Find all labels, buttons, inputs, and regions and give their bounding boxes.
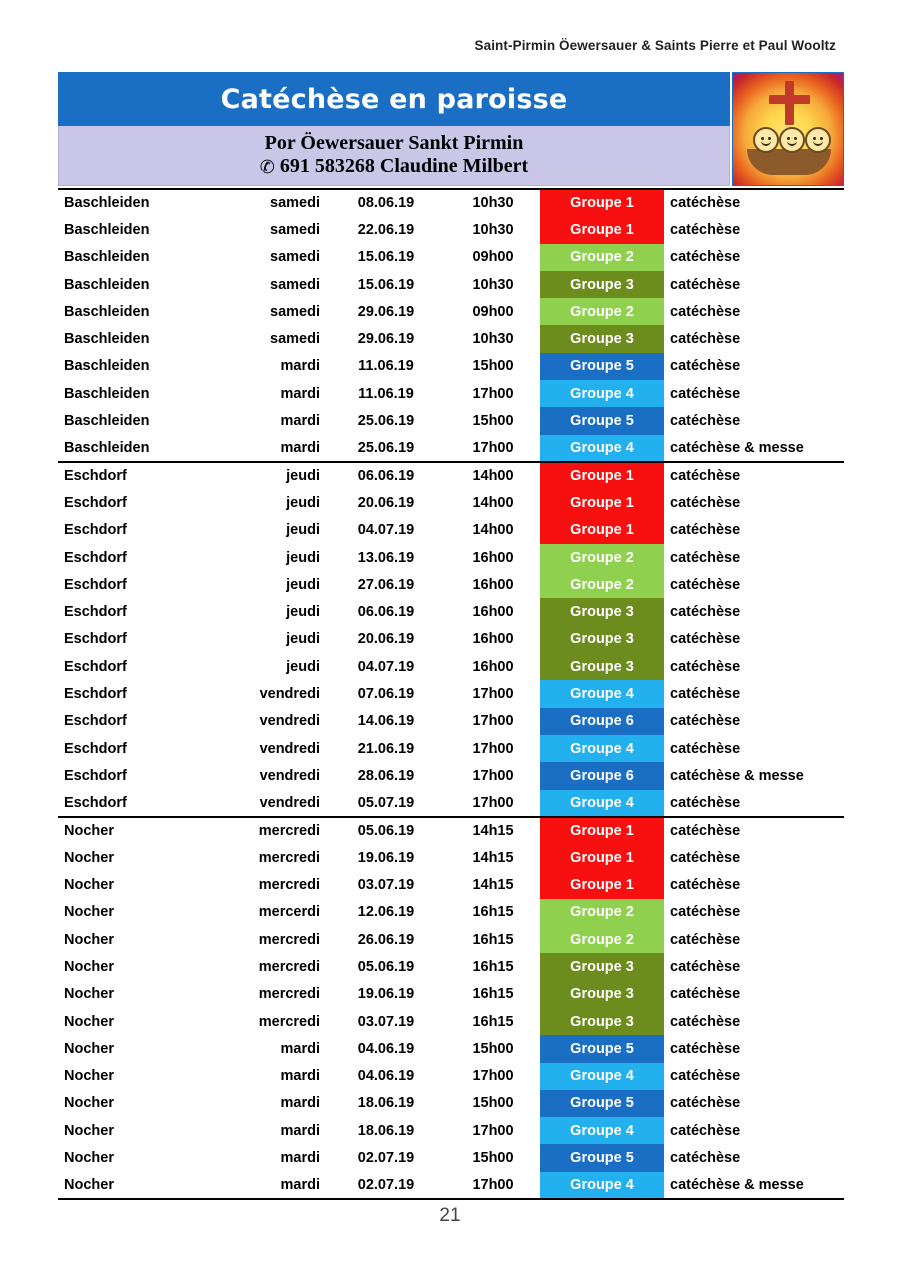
cell-time: 17h00 bbox=[472, 1068, 514, 1085]
phone-icon: ✆ bbox=[259, 157, 275, 179]
cell-place: Eschdorf bbox=[64, 631, 127, 648]
table-row bbox=[58, 790, 844, 817]
table-row bbox=[58, 462, 844, 489]
cell-time: 17h00 bbox=[472, 685, 514, 702]
cell-note: catéchèse bbox=[670, 794, 741, 811]
cell-time: 14h00 bbox=[472, 494, 514, 511]
cell-place: Baschleiden bbox=[64, 303, 150, 320]
cell-day: mercredi bbox=[206, 817, 326, 844]
cell-date: 18.06.19 bbox=[357, 1122, 415, 1139]
cell-time: 10h30 bbox=[472, 276, 514, 293]
cell-place: Nocher bbox=[64, 1150, 114, 1167]
catechesis-schedule-table bbox=[58, 188, 844, 1200]
cell-group-badge: Groupe 3 bbox=[540, 1008, 664, 1035]
cell-place: Nocher bbox=[64, 1122, 114, 1139]
cell-place: Eschdorf bbox=[64, 549, 127, 566]
cell-time: 16h00 bbox=[472, 576, 514, 593]
table-row bbox=[58, 708, 844, 735]
contact-line bbox=[260, 155, 528, 179]
cell-note: catéchèse bbox=[670, 1122, 741, 1139]
cell-date: 07.06.19 bbox=[357, 685, 415, 702]
table-row bbox=[58, 271, 844, 298]
cell-day: jeudi bbox=[206, 462, 326, 489]
cell-place: Baschleiden bbox=[64, 358, 150, 375]
cell-note: catéchèse bbox=[670, 713, 741, 730]
cell-note: catéchèse bbox=[670, 385, 741, 402]
cell-date: 13.06.19 bbox=[357, 549, 415, 566]
cell-day: mardi bbox=[280, 385, 320, 402]
table-row bbox=[58, 1063, 844, 1090]
cell-day: mercerdi bbox=[258, 904, 320, 921]
cell-day: jeudi bbox=[286, 604, 320, 621]
cell-date: 12.06.19 bbox=[357, 904, 415, 921]
table-row bbox=[58, 899, 844, 926]
cell-note: catéchèse bbox=[670, 685, 741, 702]
cell-group-badge: Groupe 4 bbox=[540, 435, 664, 462]
table-row bbox=[58, 598, 844, 625]
cell-place: Baschleiden bbox=[64, 385, 150, 402]
cell-date: 20.06.19 bbox=[357, 494, 415, 511]
cell-place: Eschdorf bbox=[64, 767, 127, 784]
table-row bbox=[58, 926, 844, 953]
cell-day: mercredi bbox=[258, 877, 320, 894]
cell-time: 10h30 bbox=[472, 221, 514, 238]
cell-group-badge: Groupe 5 bbox=[540, 1144, 664, 1171]
table-row bbox=[58, 817, 844, 844]
cell-time: 14h15 bbox=[472, 849, 514, 866]
cell-date: 03.07.19 bbox=[357, 1013, 415, 1030]
cell-group-badge: Groupe 1 bbox=[540, 871, 664, 898]
cell-group-badge: Groupe 1 bbox=[540, 189, 664, 216]
cell-group-badge: Groupe 2 bbox=[540, 544, 664, 571]
cell-group-badge: Groupe 5 bbox=[540, 407, 664, 434]
cell-group-badge: Groupe 5 bbox=[540, 1035, 664, 1062]
cell-day: jeudi bbox=[286, 522, 320, 539]
cell-date: 18.06.19 bbox=[357, 1095, 415, 1112]
cell-place: Eschdorf bbox=[58, 462, 206, 489]
cell-day: mardi bbox=[280, 1150, 320, 1167]
cell-time: 15h00 bbox=[472, 1150, 514, 1167]
cell-time: 17h00 bbox=[472, 385, 514, 402]
cell-day: mardi bbox=[280, 1122, 320, 1139]
cell-group-badge: Groupe 4 bbox=[540, 735, 664, 762]
cell-group-badge: Groupe 3 bbox=[540, 953, 664, 980]
child-face-icon bbox=[779, 127, 805, 153]
cell-day: mardi bbox=[280, 1068, 320, 1085]
cell-note: catéchèse bbox=[670, 849, 741, 866]
cell-place: Nocher bbox=[64, 1095, 114, 1112]
cell-group-badge: Groupe 4 bbox=[540, 1063, 664, 1090]
contact-text: 691 583268 Claudine Milbert bbox=[279, 155, 529, 178]
cell-day: samedi bbox=[270, 303, 320, 320]
header-block bbox=[58, 72, 844, 186]
cell-place: Baschleiden bbox=[64, 331, 150, 348]
table-row bbox=[58, 380, 844, 407]
cell-date: 20.06.19 bbox=[357, 631, 415, 648]
cell-day: mardi bbox=[280, 439, 320, 456]
child-face-icon bbox=[805, 127, 831, 153]
cell-day: jeudi bbox=[286, 658, 320, 675]
cell-time: 17h00 bbox=[472, 439, 514, 456]
cell-time: 14h00 bbox=[446, 462, 540, 489]
cell-date: 19.06.19 bbox=[357, 986, 415, 1003]
cell-date: 08.06.19 bbox=[326, 189, 446, 216]
cell-date: 28.06.19 bbox=[357, 767, 415, 784]
cell-note: catéchèse bbox=[670, 549, 741, 566]
page-content bbox=[58, 72, 844, 1200]
cell-day: samedi bbox=[270, 221, 320, 238]
cell-date: 05.07.19 bbox=[357, 794, 415, 811]
table-row bbox=[58, 353, 844, 380]
cell-note: catéchèse bbox=[670, 1013, 741, 1030]
cell-place: Baschleiden bbox=[64, 276, 150, 293]
cell-time: 16h00 bbox=[472, 604, 514, 621]
cell-day: jeudi bbox=[286, 494, 320, 511]
table-row bbox=[58, 680, 844, 707]
cell-day: mardi bbox=[280, 358, 320, 375]
cell-group-badge: Groupe 3 bbox=[540, 325, 664, 352]
table-body bbox=[58, 189, 844, 1199]
cell-place: Eschdorf bbox=[64, 522, 127, 539]
cell-group-badge: Groupe 2 bbox=[540, 571, 664, 598]
cell-date: 29.06.19 bbox=[357, 303, 415, 320]
cell-place: Eschdorf bbox=[64, 604, 127, 621]
page-number: 21 bbox=[439, 1205, 461, 1226]
table-row bbox=[58, 953, 844, 980]
cell-group-badge: Groupe 4 bbox=[540, 1172, 664, 1199]
cell-date: 03.07.19 bbox=[357, 877, 415, 894]
cell-day: mardi bbox=[206, 1172, 326, 1199]
cell-note: catéchèse & messe bbox=[670, 767, 804, 784]
cell-place: Baschleiden bbox=[64, 439, 150, 456]
parish-name: Por Öewersauer Sankt Pirmin bbox=[264, 132, 524, 155]
cell-place: Eschdorf bbox=[64, 740, 127, 757]
cell-day: vendredi bbox=[259, 794, 320, 811]
cell-date: 25.06.19 bbox=[357, 413, 415, 430]
cell-time: 15h00 bbox=[472, 1040, 514, 1057]
table-row bbox=[58, 489, 844, 516]
cell-time: 16h15 bbox=[472, 931, 514, 948]
cell-date: 06.06.19 bbox=[357, 604, 415, 621]
cell-note: catéchèse bbox=[670, 740, 741, 757]
cell-note: catéchèse bbox=[670, 958, 741, 975]
cell-time: 15h00 bbox=[472, 1095, 514, 1112]
table-row bbox=[58, 762, 844, 789]
table-row bbox=[58, 407, 844, 434]
subtitle-bar bbox=[58, 126, 730, 186]
cell-place: Nocher bbox=[64, 931, 114, 948]
cell-note: catéchèse bbox=[670, 1095, 741, 1112]
table-row bbox=[58, 517, 844, 544]
cell-date: 15.06.19 bbox=[357, 276, 415, 293]
cell-group-badge: Groupe 4 bbox=[540, 1117, 664, 1144]
table-row bbox=[58, 435, 844, 462]
cell-note: catéchèse bbox=[670, 249, 741, 266]
cell-note: catéchèse bbox=[670, 986, 741, 1003]
cell-place: Eschdorf bbox=[64, 494, 127, 511]
cell-time: 10h30 bbox=[472, 331, 514, 348]
cell-date: 04.06.19 bbox=[357, 1040, 415, 1057]
cell-date: 19.06.19 bbox=[357, 849, 415, 866]
cell-group-badge: Groupe 5 bbox=[540, 353, 664, 380]
cell-place: Nocher bbox=[64, 1013, 114, 1030]
cell-place: Nocher bbox=[58, 1172, 206, 1199]
cell-date: 05.06.19 bbox=[326, 817, 446, 844]
cell-date: 11.06.19 bbox=[358, 358, 414, 375]
cell-day: samedi bbox=[270, 331, 320, 348]
table-row bbox=[58, 735, 844, 762]
cell-group-badge: Groupe 3 bbox=[540, 598, 664, 625]
cell-day: jeudi bbox=[286, 631, 320, 648]
cell-note: catéchèse bbox=[670, 631, 741, 648]
cell-day: mercredi bbox=[258, 849, 320, 866]
cell-group-badge: Groupe 2 bbox=[540, 298, 664, 325]
cell-time: 16h00 bbox=[472, 658, 514, 675]
cell-place: Nocher bbox=[58, 817, 206, 844]
cell-time: 16h00 bbox=[472, 631, 514, 648]
cell-note: catéchèse bbox=[670, 358, 741, 375]
cell-note: catéchèse bbox=[670, 877, 741, 894]
cell-time: 17h00 bbox=[472, 713, 514, 730]
cell-group-badge: Groupe 3 bbox=[540, 653, 664, 680]
table-row bbox=[58, 571, 844, 598]
cell-group-badge: Groupe 4 bbox=[540, 790, 664, 817]
cell-group-badge: Groupe 3 bbox=[540, 626, 664, 653]
cell-note: catéchèse bbox=[664, 817, 844, 844]
cell-group-badge: Groupe 6 bbox=[540, 708, 664, 735]
cell-note: catéchèse bbox=[670, 522, 741, 539]
header-text-block bbox=[58, 72, 730, 186]
cell-time: 17h00 bbox=[472, 794, 514, 811]
cell-day: mardi bbox=[280, 1095, 320, 1112]
table-row bbox=[58, 298, 844, 325]
cell-note: catéchèse bbox=[670, 1040, 741, 1057]
cell-note: catéchèse bbox=[670, 904, 741, 921]
cell-date: 15.06.19 bbox=[357, 249, 415, 266]
table-row bbox=[58, 1144, 844, 1171]
cell-date: 21.06.19 bbox=[357, 740, 415, 757]
cell-note: catéchèse bbox=[670, 221, 741, 238]
cell-date: 26.06.19 bbox=[357, 931, 415, 948]
cell-time: 17h00 bbox=[472, 740, 514, 757]
cell-group-badge: Groupe 4 bbox=[540, 680, 664, 707]
cell-note: catéchèse & messe bbox=[664, 1172, 844, 1199]
cell-note: catéchèse bbox=[670, 658, 741, 675]
cell-day: vendredi bbox=[259, 740, 320, 757]
cell-day: samedi bbox=[270, 249, 320, 266]
cell-date: 29.06.19 bbox=[357, 331, 415, 348]
cell-time: 10h30 bbox=[446, 189, 540, 216]
cell-note: catéchèse bbox=[670, 331, 741, 348]
cell-place: Baschleiden bbox=[64, 413, 150, 430]
title-bar bbox=[58, 72, 730, 126]
cell-time: 17h00 bbox=[446, 1172, 540, 1199]
cell-place: Eschdorf bbox=[64, 713, 127, 730]
table-row bbox=[58, 216, 844, 243]
cell-place: Baschleiden bbox=[64, 249, 150, 266]
cell-place: Nocher bbox=[64, 986, 114, 1003]
cell-place: Nocher bbox=[64, 877, 114, 894]
cell-date: 04.07.19 bbox=[357, 658, 415, 675]
page-title: Catéchèse en paroisse bbox=[220, 83, 568, 115]
cell-time: 16h15 bbox=[472, 986, 514, 1003]
cell-group-badge: Groupe 1 bbox=[540, 489, 664, 516]
cell-date: 14.06.19 bbox=[357, 713, 415, 730]
cross-horizontal-icon bbox=[769, 95, 810, 104]
cell-group-badge: Groupe 6 bbox=[540, 762, 664, 789]
running-head: Saint-Pirmin Öewersauer & Saints Pierre et Paul Wooltz bbox=[474, 38, 836, 53]
table-row bbox=[58, 244, 844, 271]
cell-place: Baschleiden bbox=[58, 189, 206, 216]
cell-date: 22.06.19 bbox=[357, 221, 415, 238]
cell-group-badge: Groupe 2 bbox=[540, 926, 664, 953]
cell-date: 11.06.19 bbox=[358, 385, 414, 402]
cell-date: 06.06.19 bbox=[326, 462, 446, 489]
cell-time: 16h15 bbox=[472, 1013, 514, 1030]
cell-day: jeudi bbox=[286, 549, 320, 566]
table-row bbox=[58, 1090, 844, 1117]
cell-group-badge: Groupe 2 bbox=[540, 244, 664, 271]
cell-place: Eschdorf bbox=[64, 658, 127, 675]
cell-place: Nocher bbox=[64, 958, 114, 975]
cell-day: vendredi bbox=[259, 713, 320, 730]
cell-note: catéchèse & messe bbox=[670, 439, 804, 456]
cell-day: mercredi bbox=[258, 1013, 320, 1030]
cell-place: Eschdorf bbox=[64, 576, 127, 593]
cell-day: vendredi bbox=[259, 685, 320, 702]
cell-date: 02.07.19 bbox=[326, 1172, 446, 1199]
cell-place: Nocher bbox=[64, 849, 114, 866]
table-row bbox=[58, 981, 844, 1008]
cell-time: 17h00 bbox=[472, 767, 514, 784]
cell-group-badge: Groupe 5 bbox=[540, 1090, 664, 1117]
cell-group-badge: Groupe 3 bbox=[540, 981, 664, 1008]
table-row bbox=[58, 544, 844, 571]
cell-group-badge: Groupe 1 bbox=[540, 216, 664, 243]
cell-time: 15h00 bbox=[472, 413, 514, 430]
child-face-icon bbox=[753, 127, 779, 153]
cell-time: 14h00 bbox=[472, 522, 514, 539]
cell-group-badge: Groupe 4 bbox=[540, 380, 664, 407]
cell-date: 04.07.19 bbox=[357, 522, 415, 539]
cell-day: mardi bbox=[280, 413, 320, 430]
cell-day: samedi bbox=[206, 189, 326, 216]
table-row bbox=[58, 1172, 844, 1199]
table-row bbox=[58, 871, 844, 898]
cell-day: mercredi bbox=[258, 958, 320, 975]
cell-day: mercredi bbox=[258, 986, 320, 1003]
cell-note: catéchèse bbox=[664, 189, 844, 216]
cell-place: Eschdorf bbox=[64, 794, 127, 811]
cell-date: 25.06.19 bbox=[357, 439, 415, 456]
cell-group-badge: Groupe 3 bbox=[540, 271, 664, 298]
cell-date: 02.07.19 bbox=[357, 1150, 415, 1167]
cell-date: 05.06.19 bbox=[357, 958, 415, 975]
cell-day: jeudi bbox=[286, 576, 320, 593]
cell-note: catéchèse bbox=[670, 276, 741, 293]
table-row bbox=[58, 844, 844, 871]
cell-place: Eschdorf bbox=[64, 685, 127, 702]
cell-time: 16h00 bbox=[472, 549, 514, 566]
cell-time: 09h00 bbox=[472, 249, 514, 266]
cell-place: Baschleiden bbox=[64, 221, 150, 238]
cell-note: catéchèse bbox=[664, 462, 844, 489]
cell-group-badge: Groupe 1 bbox=[540, 462, 664, 489]
parish-logo-icon bbox=[732, 72, 844, 186]
cell-time: 16h15 bbox=[472, 958, 514, 975]
cell-day: mercredi bbox=[258, 931, 320, 948]
cell-note: catéchèse bbox=[670, 931, 741, 948]
cell-day: samedi bbox=[270, 276, 320, 293]
cell-day: mardi bbox=[280, 1040, 320, 1057]
cell-group-badge: Groupe 1 bbox=[540, 817, 664, 844]
cell-place: Nocher bbox=[64, 1040, 114, 1057]
cell-place: Nocher bbox=[64, 1068, 114, 1085]
table-row bbox=[58, 626, 844, 653]
table-row bbox=[58, 1117, 844, 1144]
cell-note: catéchèse bbox=[670, 604, 741, 621]
cell-note: catéchèse bbox=[670, 1150, 741, 1167]
table-row bbox=[58, 653, 844, 680]
table-row bbox=[58, 189, 844, 216]
cell-group-badge: Groupe 2 bbox=[540, 899, 664, 926]
cell-group-badge: Groupe 1 bbox=[540, 844, 664, 871]
cell-note: catéchèse bbox=[670, 303, 741, 320]
cell-day: vendredi bbox=[259, 767, 320, 784]
cell-time: 14h15 bbox=[472, 877, 514, 894]
cell-time: 17h00 bbox=[472, 1122, 514, 1139]
cell-note: catéchèse bbox=[670, 576, 741, 593]
cell-time: 09h00 bbox=[472, 303, 514, 320]
cell-time: 15h00 bbox=[472, 358, 514, 375]
cell-note: catéchèse bbox=[670, 494, 741, 511]
cell-time: 16h15 bbox=[472, 904, 514, 921]
cell-note: catéchèse bbox=[670, 413, 741, 430]
cell-time: 14h15 bbox=[446, 817, 540, 844]
cell-place: Nocher bbox=[64, 904, 114, 921]
cell-date: 04.06.19 bbox=[357, 1068, 415, 1085]
table-row bbox=[58, 1035, 844, 1062]
table-row bbox=[58, 325, 844, 352]
cell-date: 27.06.19 bbox=[357, 576, 415, 593]
table-row bbox=[58, 1008, 844, 1035]
cell-group-badge: Groupe 1 bbox=[540, 517, 664, 544]
cell-note: catéchèse bbox=[670, 1068, 741, 1085]
